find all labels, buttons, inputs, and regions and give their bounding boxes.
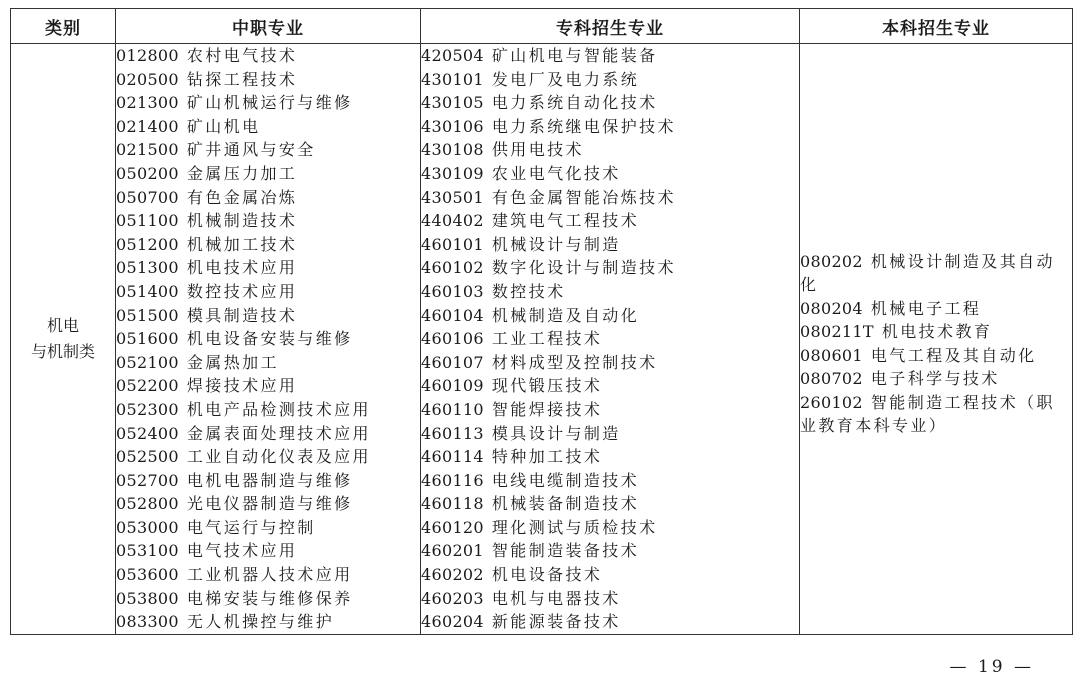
major-name: 矿山机电与智能装备 xyxy=(491,46,658,65)
list-item xyxy=(116,610,420,634)
major-code: 460116 xyxy=(421,470,484,490)
major-code: 430108 xyxy=(421,140,484,160)
major-code: 460102 xyxy=(421,258,484,278)
major-name: 有色金属冶炼 xyxy=(186,187,298,207)
major-code: 460104 xyxy=(421,305,484,325)
major-code: 460120 xyxy=(421,517,484,537)
major-name: 矿井通风与安全 xyxy=(186,140,316,160)
major-code: 080211T xyxy=(800,322,874,342)
list-item xyxy=(116,327,420,351)
major-name: 电气技术应用 xyxy=(186,541,298,561)
major-name: 机电技术应用 xyxy=(186,258,298,278)
list-item xyxy=(421,422,799,446)
list-item xyxy=(116,351,420,375)
list-item xyxy=(800,250,1072,297)
header-category: 类别 xyxy=(11,9,116,44)
major-name: 建筑电气工程技术 xyxy=(491,211,640,231)
list-item xyxy=(421,610,799,634)
major-code: 080202 xyxy=(800,251,863,271)
major-code: 051600 xyxy=(116,329,179,349)
major-name: 材料成型及控制技术 xyxy=(491,352,658,372)
list-item xyxy=(116,374,420,398)
major-name: 电梯安装与维修保养 xyxy=(186,588,353,608)
list-item xyxy=(421,209,799,233)
major-name: 矿山机械运行与维修 xyxy=(186,93,353,113)
major-code: 420504 xyxy=(421,46,484,65)
list-item xyxy=(421,280,799,304)
major-name: 现代锻压技术 xyxy=(491,376,603,396)
list-item xyxy=(421,91,799,115)
major-name: 机械电子工程 xyxy=(870,298,982,318)
major-name: 模具设计与制造 xyxy=(491,423,621,443)
major-name: 电机与电器技术 xyxy=(491,588,621,608)
major-name: 数控技术 xyxy=(491,281,566,301)
major-name: 机械设计与制造 xyxy=(491,234,621,254)
list-item xyxy=(421,233,799,257)
list-item xyxy=(421,115,799,139)
list-item xyxy=(116,539,420,563)
list-item xyxy=(421,398,799,422)
major-code: 430109 xyxy=(421,163,484,183)
major-code: 050700 xyxy=(116,187,179,207)
list-item xyxy=(421,587,799,611)
list-item xyxy=(116,186,420,210)
major-code: 051400 xyxy=(116,281,179,301)
major-name: 矿山机电 xyxy=(186,116,261,136)
major-code: 083300 xyxy=(116,612,179,632)
list-item xyxy=(116,138,420,162)
header-benke: 本科招生专业 xyxy=(800,9,1073,44)
list-item xyxy=(800,367,1072,391)
list-item xyxy=(116,280,420,304)
list-item xyxy=(116,68,420,92)
list-item xyxy=(421,68,799,92)
list-item xyxy=(800,344,1072,368)
major-name: 机电产品检测技术应用 xyxy=(186,399,371,419)
major-name: 电子科学与技术 xyxy=(870,369,1000,389)
major-code: 460203 xyxy=(421,588,484,608)
major-code: 460110 xyxy=(421,399,484,419)
header-row xyxy=(11,9,1073,44)
major-code: 260102 xyxy=(800,392,863,412)
list-item xyxy=(421,516,799,540)
list-item xyxy=(421,351,799,375)
list-item xyxy=(421,256,799,280)
list-item xyxy=(116,209,420,233)
major-code: 460204 xyxy=(421,612,484,632)
list-item xyxy=(116,162,420,186)
major-code: 052500 xyxy=(116,447,179,467)
list-item xyxy=(421,539,799,563)
header-zhongzhi: 中职专业 xyxy=(116,9,421,44)
majors-table xyxy=(10,8,1073,635)
major-name: 机电设备技术 xyxy=(491,565,603,585)
list-item xyxy=(421,186,799,210)
category-line-1: 机电 xyxy=(46,315,79,335)
major-code: 430101 xyxy=(421,69,484,89)
list-item xyxy=(116,516,420,540)
category-cell xyxy=(11,44,116,635)
major-code: 460103 xyxy=(421,281,484,301)
major-name: 农业电气化技术 xyxy=(491,163,621,183)
major-code: 021400 xyxy=(116,116,179,136)
major-name: 发电厂及电力系统 xyxy=(491,69,640,89)
major-code: 053000 xyxy=(116,517,179,537)
major-code: 053800 xyxy=(116,588,179,608)
list-item xyxy=(116,233,420,257)
list-item xyxy=(116,115,420,139)
major-code: 460201 xyxy=(421,541,484,561)
header-zhuanke: 专科招生专业 xyxy=(421,9,800,44)
major-code: 051500 xyxy=(116,305,179,325)
major-name: 电机电器制造与维修 xyxy=(186,470,353,490)
major-name: 新能源装备技术 xyxy=(491,612,621,632)
list-item xyxy=(116,256,420,280)
major-code: 460118 xyxy=(421,494,484,514)
major-code: 051200 xyxy=(116,234,179,254)
major-name: 智能焊接技术 xyxy=(491,399,603,419)
major-name: 机电设备安装与维修 xyxy=(186,329,353,349)
major-code: 080702 xyxy=(800,369,863,389)
list-item xyxy=(421,44,799,68)
major-name: 数字化设计与制造技术 xyxy=(491,258,676,278)
major-name: 智能制造装备技术 xyxy=(491,541,640,561)
major-code: 460202 xyxy=(421,565,484,585)
major-code: 052400 xyxy=(116,423,179,443)
major-code: 051300 xyxy=(116,258,179,278)
major-code: 052100 xyxy=(116,352,179,372)
list-item xyxy=(116,398,420,422)
major-name: 特种加工技术 xyxy=(491,447,603,467)
major-name: 焊接技术应用 xyxy=(186,376,298,396)
major-name: 数控技术应用 xyxy=(186,281,298,301)
major-name: 机电技术教育 xyxy=(881,322,993,342)
major-code: 430501 xyxy=(421,187,484,207)
major-name: 电力系统自动化技术 xyxy=(491,93,658,113)
list-item xyxy=(421,563,799,587)
list-item xyxy=(421,469,799,493)
major-name: 机械制造及自动化 xyxy=(491,305,640,325)
major-name: 金属压力加工 xyxy=(186,163,298,183)
major-name: 有色金属智能冶炼技术 xyxy=(491,187,676,207)
major-code: 460113 xyxy=(421,423,484,443)
major-code: 053100 xyxy=(116,541,179,561)
major-name: 机械设计制造及其自动化 xyxy=(800,251,1055,295)
major-name: 钻探工程技术 xyxy=(186,69,298,89)
list-item xyxy=(421,162,799,186)
major-code: 460106 xyxy=(421,329,484,349)
major-name: 理化测试与质检技术 xyxy=(491,517,658,537)
major-name: 供用电技术 xyxy=(491,140,584,160)
list-item xyxy=(421,374,799,398)
major-code: 080204 xyxy=(800,298,863,318)
major-name: 无人机操控与维护 xyxy=(186,612,335,632)
major-code: 050200 xyxy=(116,163,179,183)
major-name: 机械加工技术 xyxy=(186,234,298,254)
list-item xyxy=(421,304,799,328)
major-name: 机械制造技术 xyxy=(186,211,298,231)
list-item xyxy=(800,391,1072,438)
list-item xyxy=(421,327,799,351)
category-line-2: 与机制类 xyxy=(30,341,95,361)
major-code: 430106 xyxy=(421,116,484,136)
list-item xyxy=(421,492,799,516)
major-code: 440402 xyxy=(421,211,484,231)
major-code: 012800 xyxy=(116,46,179,65)
list-item xyxy=(800,297,1072,321)
list-item xyxy=(116,304,420,328)
major-name: 电力系统继电保护技术 xyxy=(491,116,676,136)
list-item xyxy=(116,563,420,587)
major-name: 金属表面处理技术应用 xyxy=(186,423,371,443)
list-item xyxy=(116,445,420,469)
list-item xyxy=(116,469,420,493)
major-name: 电气工程及其自动化 xyxy=(870,345,1037,365)
major-code: 460107 xyxy=(421,352,484,372)
major-code: 052200 xyxy=(116,376,179,396)
zhuanke-list xyxy=(421,44,800,635)
major-name: 电线电缆制造技术 xyxy=(491,470,640,490)
list-item xyxy=(421,445,799,469)
major-name: 模具制造技术 xyxy=(186,305,298,325)
list-item xyxy=(116,422,420,446)
list-item xyxy=(421,138,799,162)
major-code: 430105 xyxy=(421,93,484,113)
list-item xyxy=(800,320,1072,344)
zhongzhi-list xyxy=(116,44,421,635)
list-item xyxy=(116,587,420,611)
major-name: 工业自动化仪表及应用 xyxy=(186,447,371,467)
major-code: 021300 xyxy=(116,93,179,113)
major-name: 光电仪器制造与维修 xyxy=(186,494,353,514)
major-name: 电气运行与控制 xyxy=(186,517,316,537)
major-code: 460114 xyxy=(421,447,484,467)
major-code: 052800 xyxy=(116,494,179,514)
major-name: 金属热加工 xyxy=(186,352,279,372)
major-code: 051100 xyxy=(116,211,179,231)
major-name: 农村电气技术 xyxy=(186,46,298,65)
list-item xyxy=(116,44,420,68)
major-code: 460101 xyxy=(421,234,484,254)
page-number: — 19 — xyxy=(949,657,1034,677)
major-code: 020500 xyxy=(116,69,179,89)
table-row xyxy=(11,44,1073,635)
list-item xyxy=(116,91,420,115)
major-code: 021500 xyxy=(116,140,179,160)
major-name: 工业机器人技术应用 xyxy=(186,565,353,585)
major-name: 智能制造工程技术（职业教育本科专业） xyxy=(800,392,1055,436)
major-code: 053600 xyxy=(116,565,179,585)
list-item xyxy=(116,492,420,516)
major-code: 052700 xyxy=(116,470,179,490)
benke-list xyxy=(800,44,1073,635)
major-code: 052300 xyxy=(116,399,179,419)
major-name: 工业工程技术 xyxy=(491,329,603,349)
major-code: 080601 xyxy=(800,345,863,365)
major-name: 机械装备制造技术 xyxy=(491,494,640,514)
major-code: 460109 xyxy=(421,376,484,396)
